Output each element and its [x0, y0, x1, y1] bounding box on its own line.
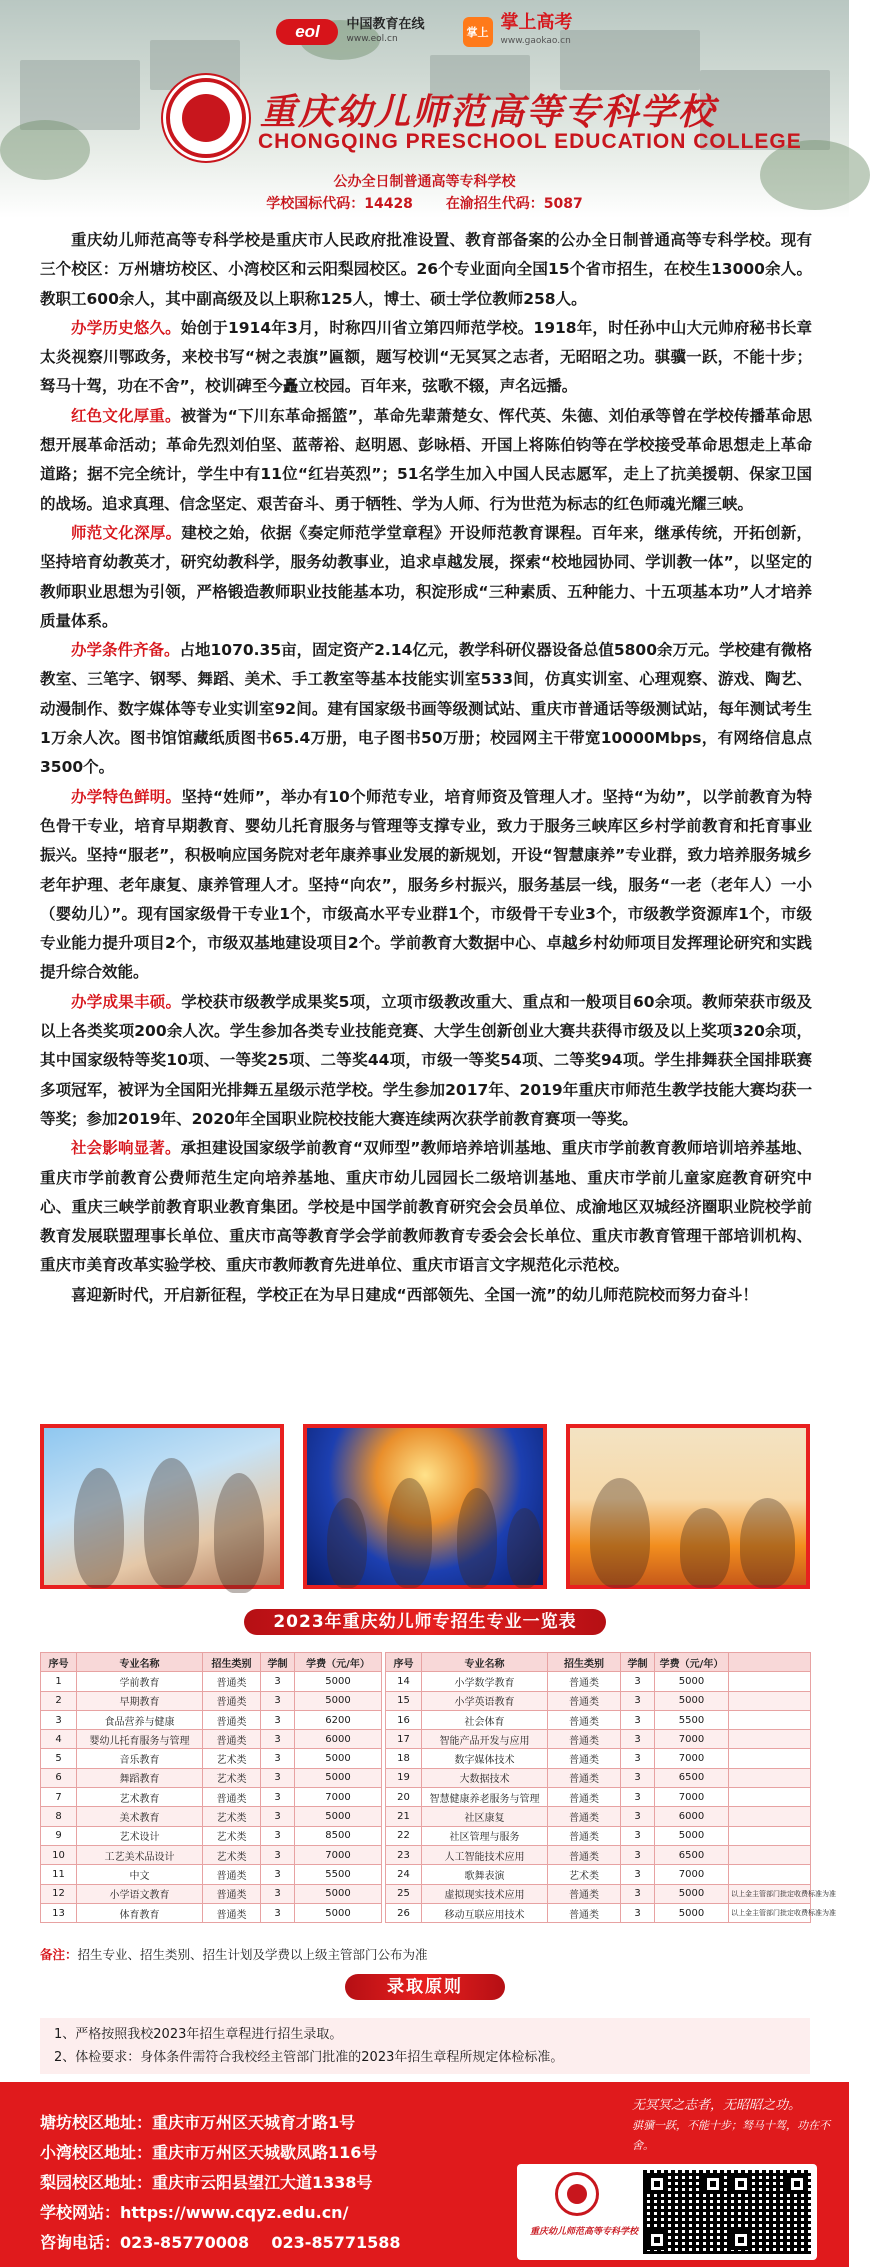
- cell-major: 智慧健康养老服务与管理: [422, 1788, 548, 1807]
- national-code: 学校国标代码：14428: [266, 196, 413, 212]
- cell-duration: 3: [261, 1865, 295, 1884]
- eol-brand-text: [346, 18, 424, 46]
- cell-major: 小学英语教育: [422, 1691, 548, 1710]
- cell-major: 社区管理与服务: [422, 1826, 548, 1845]
- cell-duration: 3: [261, 1730, 295, 1749]
- table-row: [41, 1826, 811, 1845]
- cell-note: [729, 1826, 811, 1845]
- cell-duration: 3: [621, 1884, 655, 1903]
- table-row: [41, 1807, 811, 1826]
- cell-duration: 3: [261, 1903, 295, 1922]
- motto-line: 骐骥一跃，不能十步；驽马十驾，功在不舍。: [632, 2119, 830, 2152]
- cell-fee: 7000: [655, 1788, 729, 1807]
- cell-duration: 3: [261, 1884, 295, 1903]
- cell-no: 8: [41, 1807, 77, 1826]
- table-row: [41, 1672, 811, 1691]
- cell-no: 10: [41, 1845, 77, 1864]
- table-row: [41, 1903, 811, 1922]
- photo-classroom-children: [566, 1424, 810, 1589]
- cell-category: 普通类: [548, 1691, 621, 1710]
- cell-category: 普通类: [548, 1749, 621, 1768]
- col-fee: 学费（元/年）: [295, 1653, 382, 1672]
- cell-major: 人工智能技术应用: [422, 1845, 548, 1864]
- cell-no: 21: [386, 1807, 422, 1826]
- cell-duration: 3: [621, 1672, 655, 1691]
- cell-no: 6: [41, 1768, 77, 1787]
- school-codes: [0, 193, 849, 213]
- cell-major: 社会体育: [422, 1710, 548, 1729]
- section-red-culture: [40, 402, 812, 519]
- cell-no: 7: [41, 1788, 77, 1807]
- cell-major: 婴幼儿托育服务与管理: [77, 1730, 203, 1749]
- table-row: [41, 1749, 811, 1768]
- cell-fee: 5000: [295, 1807, 382, 1826]
- col-fee: 学费（元/年）: [655, 1653, 729, 1672]
- cell-category: 普通类: [548, 1845, 621, 1864]
- footnote-label: 备注：: [40, 1947, 78, 1962]
- contact-footer: [0, 2082, 849, 2267]
- cell-major: 大数据技术: [422, 1768, 548, 1787]
- cell-major: 美术教育: [77, 1807, 203, 1826]
- cell-category: 普通类: [548, 1672, 621, 1691]
- cell-no: 1: [41, 1672, 77, 1691]
- cell-fee: 5000: [655, 1903, 729, 1922]
- cell-category: 普通类: [548, 1903, 621, 1922]
- section-body: 占地1070.35亩，固定资产2.14亿元，教学科研仪器设备总值5800余万元。学校建有微格教室、三笔字、钢琴、舞蹈、美术、手工教室等基本技能实训室533间，仿真实训室、心理观察、游戏、陶艺、动漫制作、数字媒体等专业实训室92间。建有国家级书画等级测试站、重庆市普通话等级测试站，每年测试考生1万余人次。图书馆馆藏纸质图书65.4万册，电子图书50万册；校园网主干带宽10000Mbps，有网络信息点3500个。: [40, 641, 812, 777]
- cell-no: 4: [41, 1730, 77, 1749]
- rule-item: 2、体检要求：身体条件需符合我校经主管部门批准的2023年招生章程所规定体检标准。: [54, 2050, 564, 2065]
- cell-note: [729, 1710, 811, 1729]
- col-no: 序号: [41, 1653, 77, 1672]
- cell-category: 普通类: [203, 1730, 261, 1749]
- cell-duration: 3: [261, 1710, 295, 1729]
- cell-duration: 3: [261, 1691, 295, 1710]
- cell-major: 艺术教育: [77, 1788, 203, 1807]
- gaokao-brand[interactable]: [463, 14, 573, 50]
- col-category: 招生类别: [203, 1653, 261, 1672]
- contact-info: [40, 2108, 401, 2258]
- section-title: 师范文化深厚。: [71, 523, 182, 542]
- cell-fee: 5500: [295, 1865, 382, 1884]
- cell-category: 普通类: [203, 1672, 261, 1691]
- cell-category: 艺术类: [203, 1845, 261, 1864]
- cell-no: 15: [386, 1691, 422, 1710]
- section-title: 社会影响显著。: [71, 1139, 181, 1158]
- cell-major: 舞蹈教育: [77, 1768, 203, 1787]
- section-body: 坚持“姓师”，举办有10个师范专业，培育师资及管理人才。坚持“为幼”，以学前教育为特色骨干专业，培育早期教育、婴幼儿托育服务与管理等支撑专业，致力于服务三峡库区乡村学前教育和托育事业振兴。坚持“服老”，积极响应国务院对老年康养事业发展的新规划，开设“智慧康养”专业群，致力培养服务城乡老年护理、老年康复、康养管理人才。坚持“向农”，服务乡村振兴，服务基层一线，服务“一老（老年人）一小（婴幼儿）”。现有国家级骨干专业1个，市级高水平专业群1个，市级骨干专业3个，市级教学资源库1个，市级专业能力提升项目2个，市级双基地建设项目2个。学前教育大数据中心、卓越乡村幼师项目发挥理论研究和实践提升综合效能。: [40, 787, 812, 982]
- cell-no: 22: [386, 1826, 422, 1845]
- cell-fee: 6000: [295, 1730, 382, 1749]
- chongqing-code: 在渝招生代码：5087: [445, 196, 583, 212]
- school-introduction: [40, 226, 812, 1310]
- col-duration: 学制: [261, 1653, 295, 1672]
- cell-fee: 5000: [655, 1884, 729, 1903]
- closing-paragraph: [40, 1281, 812, 1310]
- cell-category: 普通类: [548, 1768, 621, 1787]
- cell-category: 普通类: [203, 1691, 261, 1710]
- partner-logos: [0, 14, 849, 50]
- cell-major: 数字媒体技术: [422, 1749, 548, 1768]
- section-features: [40, 783, 812, 988]
- cell-major: 食品营养与健康: [77, 1710, 203, 1729]
- cell-major: 移动互联应用技术: [422, 1903, 548, 1922]
- cell-fee: 5000: [655, 1672, 729, 1691]
- photo-strip: [40, 1424, 810, 1589]
- cell-duration: 3: [621, 1749, 655, 1768]
- cell-fee: 6000: [655, 1807, 729, 1826]
- cell-fee: 5000: [295, 1749, 382, 1768]
- cell-note: [729, 1845, 811, 1864]
- cell-major: 体育教育: [77, 1903, 203, 1922]
- closing-text: 喜迎新时代，开启新征程，学校正在为早日建成“西部领先、全国一流”的幼儿师范院校而努力奋斗！: [71, 1285, 758, 1304]
- cell-major: 歌舞表演: [422, 1865, 548, 1884]
- address-xiaowan: 小湾校区地址：重庆市万州区天城歇凤路116号: [40, 2143, 378, 2162]
- eol-brand[interactable]: [276, 18, 424, 46]
- col-major: 专业名称: [422, 1653, 548, 1672]
- cell-duration: 3: [261, 1788, 295, 1807]
- eol-url: www.eol.cn: [346, 34, 398, 44]
- eol-logo-icon: eol: [276, 19, 338, 45]
- school-name-en: CHONGQING PRESCHOOL EDUCATION COLLEGE: [258, 130, 802, 153]
- table-row: [41, 1768, 811, 1787]
- cell-major: 学前教育: [77, 1672, 203, 1691]
- table-row: [41, 1845, 811, 1864]
- cell-note: 以上金主管部门批定收费标准为准: [729, 1884, 811, 1903]
- cell-no: 16: [386, 1710, 422, 1729]
- cell-category: 艺术类: [203, 1768, 261, 1787]
- col-no: 序号: [386, 1653, 422, 1672]
- cell-fee: 5500: [655, 1710, 729, 1729]
- cell-category: 普通类: [548, 1730, 621, 1749]
- cell-category: 艺术类: [203, 1807, 261, 1826]
- section-body: 承担建设国家级学前教育“双师型”教师培养培训基地、重庆市学前教育教师培训培养基地、重庆市学前教育公费师范生定向培养基地、重庆市幼儿园园长二级培训基地、重庆市学前儿童家庭教育研究中心、重庆三峡学前教育职业教育集团。学校是中国学前教育研究会会员单位、成渝地区双城经济圈职业院校学前教育发展联盟理事长单位、重庆市高等教育学会学前教师教育专委会会长单位、重庆市教育管理干部培训机构、重庆市美育改革实验学校、重庆市教师教育先进单位、重庆市语言文字规范化示范校。: [40, 1139, 812, 1275]
- table-header-row: [41, 1653, 811, 1672]
- school-type: 公办全日制普通高等专科学校: [333, 174, 516, 190]
- cell-note: [729, 1672, 811, 1691]
- section-body: 始创于1914年3月，时称四川省立第四师范学校。1918年，时任孙中山大元帅府秘书长章太炎视察川鄂政务，来校书写“树之表旗”匾额，题写校训“无冥冥之志者，无昭昭之功。骐骥一跃，不能十步；驽马十驾，功在不舍”，校训碑至今矗立校园。百年来，弦歌不辍，声名远播。: [40, 318, 812, 396]
- cell-duration: 3: [621, 1807, 655, 1826]
- intro-paragraph: [40, 226, 812, 314]
- col-major: 专业名称: [77, 1653, 203, 1672]
- table-row: [41, 1730, 811, 1749]
- table-row: [41, 1788, 811, 1807]
- address-tangfang: 塘坊校区地址：重庆市万州区天城育才路1号: [40, 2113, 356, 2132]
- cell-fee: 7000: [655, 1865, 729, 1884]
- intro-text: 重庆幼儿师范高等专科学校是重庆市人民政府批准设置、教育部备案的公办全日制普通高等专科学校。现有三个校区：万州塘坊校区、小湾校区和云阳梨园校区。26个专业面向全国15个省市招生，在校生13000余人。教职工600余人，其中副高级及以上职称125人，博士、硕士学位教师258人。: [40, 231, 812, 308]
- cell-duration: 3: [261, 1672, 295, 1691]
- cell-note: 以上金主管部门批定收费标准为准: [729, 1903, 811, 1922]
- gaokao-name: 掌上高考: [500, 12, 573, 33]
- photo-award-students: [40, 1424, 284, 1589]
- cell-category: 普通类: [203, 1865, 261, 1884]
- campus-header-banner: [0, 0, 849, 218]
- cell-no: 17: [386, 1730, 422, 1749]
- cell-category: 艺术类: [203, 1826, 261, 1845]
- cell-no: 26: [386, 1903, 422, 1922]
- gaokao-brand-text: [501, 14, 573, 50]
- cell-major: 艺术设计: [77, 1826, 203, 1845]
- cell-fee: 8500: [295, 1826, 382, 1845]
- cell-category: 艺术类: [548, 1865, 621, 1884]
- cell-category: 普通类: [203, 1788, 261, 1807]
- cell-fee: 5000: [295, 1884, 382, 1903]
- col-note: [729, 1653, 811, 1672]
- table-row: [41, 1865, 811, 1884]
- cell-no: 24: [386, 1865, 422, 1884]
- cell-no: 9: [41, 1826, 77, 1845]
- cell-major: 小学语文教育: [77, 1884, 203, 1903]
- cell-duration: 3: [261, 1845, 295, 1864]
- cell-fee: 5000: [655, 1691, 729, 1710]
- cell-major: 智能产品开发与应用: [422, 1730, 548, 1749]
- motto-line: 无冥冥之志者，无昭昭之功。: [632, 2098, 802, 2113]
- cell-no: 5: [41, 1749, 77, 1768]
- cell-no: 13: [41, 1903, 77, 1922]
- photo-stage-performance: [303, 1424, 547, 1589]
- section-conditions: [40, 636, 812, 782]
- table-footnote: [40, 1945, 428, 1963]
- table-row: [41, 1710, 811, 1729]
- major-table: [40, 1652, 836, 1923]
- cell-fee: 6500: [655, 1845, 729, 1864]
- cell-category: 普通类: [203, 1884, 261, 1903]
- cell-major: 早期教育: [77, 1691, 203, 1710]
- section-history: [40, 314, 812, 402]
- cell-duration: 3: [261, 1807, 295, 1826]
- section-achievements: [40, 988, 812, 1134]
- address-liyuan: 梨园校区地址：重庆市云阳县望江大道1338号: [40, 2173, 373, 2192]
- cell-note: [729, 1691, 811, 1710]
- cell-duration: 3: [261, 1826, 295, 1845]
- cell-fee: 7000: [295, 1845, 382, 1864]
- cell-category: 普通类: [203, 1710, 261, 1729]
- section-title: 办学成果丰硕。: [71, 992, 182, 1011]
- cell-note: [729, 1749, 811, 1768]
- col-category: 招生类别: [548, 1653, 621, 1672]
- cell-note: [729, 1788, 811, 1807]
- major-table-title: 2023年重庆幼儿师专招生专业一览表: [244, 1609, 606, 1635]
- cell-no: 25: [386, 1884, 422, 1903]
- cell-fee: 6500: [655, 1768, 729, 1787]
- cell-duration: 3: [621, 1730, 655, 1749]
- qr-code-icon[interactable]: [643, 2170, 727, 2254]
- cell-category: 普通类: [548, 1826, 621, 1845]
- cell-major: 社区康复: [422, 1807, 548, 1826]
- cell-fee: 6200: [295, 1710, 382, 1729]
- cell-category: 普通类: [548, 1710, 621, 1729]
- consult-phone[interactable]: 咨询电话：023-85770008 023-85771588: [40, 2233, 401, 2252]
- section-normal-culture: [40, 519, 812, 636]
- section-title: 红色文化厚重。: [71, 406, 181, 425]
- qr-card: [517, 2164, 817, 2260]
- cell-major: 虚拟现实技术应用: [422, 1884, 548, 1903]
- section-title: 办学特色鲜明。: [71, 787, 182, 806]
- cell-fee: 7000: [655, 1749, 729, 1768]
- cell-duration: 3: [621, 1788, 655, 1807]
- cell-duration: 3: [621, 1691, 655, 1710]
- cell-fee: 7000: [655, 1730, 729, 1749]
- admission-rules: [40, 2018, 810, 2074]
- cell-no: 14: [386, 1672, 422, 1691]
- admission-rules-title: 录取原则: [345, 1974, 505, 2000]
- cell-major: 小学数学教育: [422, 1672, 548, 1691]
- cell-note: [729, 1768, 811, 1787]
- cell-major: 工艺美术品设计: [77, 1845, 203, 1864]
- cell-no: 23: [386, 1845, 422, 1864]
- cell-fee: 5000: [295, 1691, 382, 1710]
- cell-category: 普通类: [548, 1807, 621, 1826]
- cell-fee: 5000: [655, 1826, 729, 1845]
- cell-no: 19: [386, 1768, 422, 1787]
- section-body: 被誉为“下川东革命摇篮”，革命先辈萧楚女、恽代英、朱德、刘伯承等曾在学校传播革命思想开展革命活动；革命先烈刘伯坚、蓝蒂裕、赵明恩、彭咏梧、开国上将陈伯钧等在学校接受革命思想走上革命道路；据不完全统计，学生中有11位“红岩英烈”；51名学生加入中国人民志愿军，走上了抗美援朝、保家卫国的战场。追求真理、信念坚定、艰苦奋斗、勇于牺牲、学为人师、行为世范为标志的红色师魂光耀三峡。: [40, 406, 812, 513]
- table-row: [41, 1691, 811, 1710]
- cell-fee: 5000: [295, 1903, 382, 1922]
- cell-duration: 3: [621, 1845, 655, 1864]
- col-duration: 学制: [621, 1653, 655, 1672]
- school-seal-icon: [166, 78, 246, 158]
- cell-no: 20: [386, 1788, 422, 1807]
- card-school-name: 重庆幼儿师范高等专科学校: [529, 2227, 638, 2237]
- cell-fee: 7000: [295, 1788, 382, 1807]
- cell-note: [729, 1730, 811, 1749]
- section-title: 办学条件齐备。: [71, 641, 180, 660]
- school-seal-icon: [555, 2172, 599, 2216]
- cell-fee: 5000: [295, 1768, 382, 1787]
- section-body: 学校获市级教学成果奖5项，立项市级教改重大、重点和一般项目60余项。教师荣获市级及以上各类奖项200余人次。学生参加各类专业技能竞赛、大学生创新创业大赛共获得市级及以上奖项320余项，其中国家级特等奖10项、一等奖25项、二等奖44项，市级一等奖54项、二等奖94项。学生排舞获全国排联赛多项冠军，被评为全国阳光排舞五星级示范学校。学生参加2017年、2019年重庆市师范生教学技能大赛均获一等奖；参加2019年、2020年全国职业院校技能大赛连续两次获学前教育赛项一等奖。: [40, 992, 812, 1128]
- gaokao-url: www.gaokao.cn: [500, 36, 571, 46]
- eol-name: 中国教育在线: [346, 17, 425, 32]
- cell-note: [729, 1807, 811, 1826]
- cell-major: 中文: [77, 1865, 203, 1884]
- cell-duration: 3: [621, 1826, 655, 1845]
- school-website[interactable]: 学校网站：https://www.cqyz.edu.cn/: [40, 2203, 349, 2222]
- cell-no: 11: [41, 1865, 77, 1884]
- section-influence: [40, 1134, 812, 1280]
- cell-fee: 5000: [295, 1672, 382, 1691]
- cell-no: 18: [386, 1749, 422, 1768]
- rule-item: 1、严格按照我校2023年招生章程进行招生录取。: [54, 2027, 343, 2042]
- cell-duration: 3: [621, 1903, 655, 1922]
- cell-category: 普通类: [548, 1884, 621, 1903]
- cell-no: 2: [41, 1691, 77, 1710]
- footnote-text: 招生专业、招生类别、招生计划及学费以上级主管部门公布为准: [77, 1947, 428, 1962]
- section-body: 建校之始，依据《奏定师范学堂章程》开设师范教育课程。百年来，继承传统，开拓创新，坚持培育幼教英才，研究幼教科学，服务幼教事业，追求卓越发展，探索“校地园协同、学训教一体”，以坚定的教师职业思想为引领，严格锻造教师职业技能基本功，积淀形成“三种素质、五种能力、十五项基本功”人才培养质量体系。: [40, 523, 812, 630]
- cell-no: 3: [41, 1710, 77, 1729]
- school-motto: [632, 2096, 849, 2156]
- cell-duration: 3: [261, 1768, 295, 1787]
- cell-duration: 3: [261, 1749, 295, 1768]
- table-row: [41, 1884, 811, 1903]
- cell-major: 音乐教育: [77, 1749, 203, 1768]
- cell-duration: 3: [621, 1768, 655, 1787]
- cell-no: 12: [41, 1884, 77, 1903]
- cell-duration: 3: [621, 1710, 655, 1729]
- cell-note: [729, 1865, 811, 1884]
- gaokao-logo-icon: 掌上: [463, 17, 493, 47]
- section-title: 办学历史悠久。: [71, 318, 181, 337]
- table-body: [41, 1672, 836, 1923]
- cell-duration: 3: [621, 1865, 655, 1884]
- cell-category: 艺术类: [203, 1749, 261, 1768]
- school-name-cn: 重庆幼儿师范高等专科学校: [260, 91, 717, 133]
- cell-category: 普通类: [203, 1903, 261, 1922]
- qr-code-icon[interactable]: [727, 2170, 811, 2254]
- cell-category: 普通类: [548, 1788, 621, 1807]
